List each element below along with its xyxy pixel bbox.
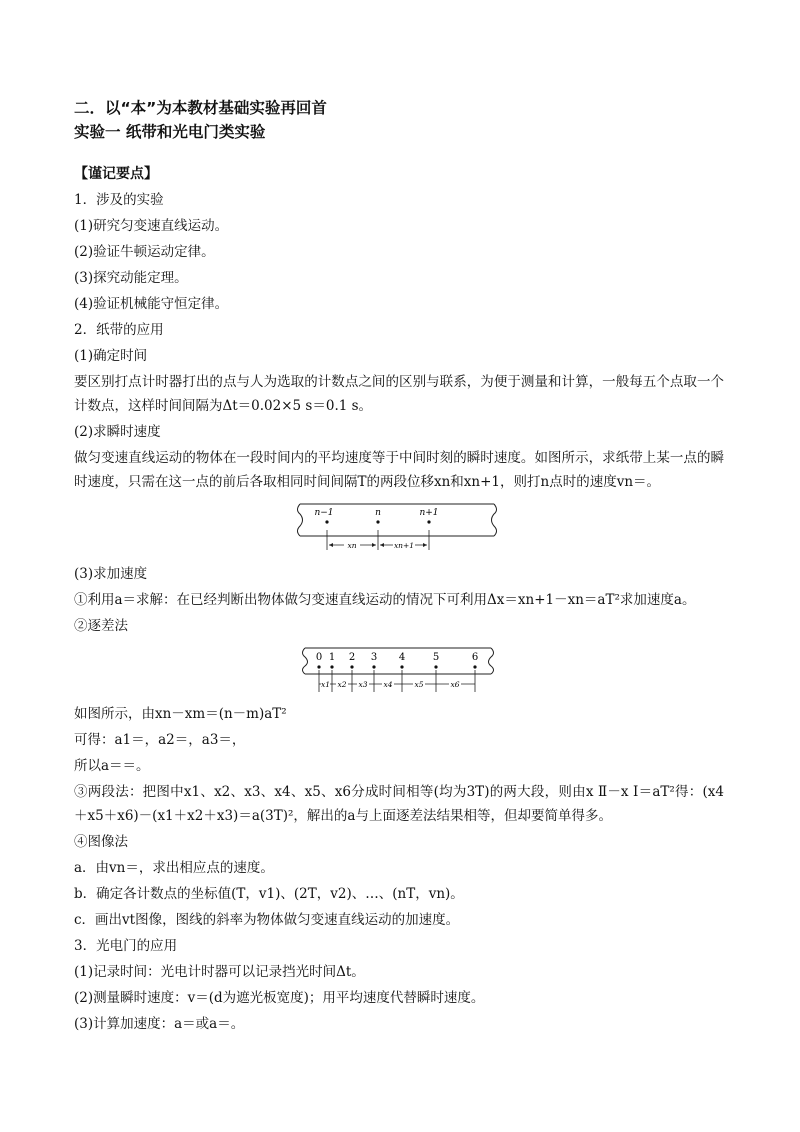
count-point bbox=[400, 665, 403, 668]
experiment-title: 实验一 纸带和光电门类实验 bbox=[74, 123, 266, 141]
point-label: 5 bbox=[432, 652, 440, 663]
count-point bbox=[372, 665, 375, 668]
method4-title: ④图像法 bbox=[74, 834, 128, 850]
count-point bbox=[325, 520, 328, 523]
count-point bbox=[317, 665, 320, 668]
part3-title: 3．光电门的应用 bbox=[74, 938, 178, 954]
method2-line: 如图所示，由xn－xm＝(n－m)aT² bbox=[74, 706, 287, 722]
sub2-title: (2)求瞬时速度 bbox=[74, 424, 161, 440]
sub3-title: (3)求加速度 bbox=[74, 566, 148, 582]
count-point bbox=[350, 665, 353, 668]
count-point bbox=[376, 520, 379, 523]
method2-title: ②逐差法 bbox=[74, 618, 128, 634]
point-label: 0 bbox=[315, 652, 323, 663]
point-label: n bbox=[375, 508, 381, 518]
part1-item: (4)验证机械能守恒定律。 bbox=[74, 296, 229, 312]
part3-item: (1)记录时间：光电计时器可以记录挡光时间Δt。 bbox=[74, 964, 365, 980]
sub1-text: 要区别打点计时器打出的点与人为选取的计数点之间的区别与联系，为便于测量和计算，一般每五个点取一个计数点，这样时间间隔为Δt＝0.02×5 s＝0.1 s。 bbox=[74, 374, 724, 414]
tape-figure-2 bbox=[299, 644, 499, 698]
part1-item: (3)探究动能定理。 bbox=[74, 270, 188, 286]
segment-label: x3 bbox=[358, 680, 368, 689]
part3-item: (3)计算加速度：a＝或a＝。 bbox=[74, 1016, 245, 1032]
section-title: 二．以“本”为本教材基础实验再回首 bbox=[74, 99, 327, 117]
count-point bbox=[473, 665, 476, 668]
segment-label: x4 bbox=[383, 680, 393, 689]
segment-label: xn bbox=[347, 541, 357, 550]
method4-step: a．由vn＝，求出相应点的速度。 bbox=[74, 860, 274, 876]
segment-label: x2 bbox=[337, 680, 347, 689]
key-points-label: 【谨记要点】 bbox=[74, 166, 158, 182]
method2-line: 所以a＝＝。 bbox=[74, 758, 150, 774]
segment-label: xn+1 bbox=[393, 541, 415, 550]
part1-item: (2)验证牛顿运动定律。 bbox=[74, 244, 215, 260]
point-label: 2 bbox=[348, 652, 356, 663]
method2-line: 可得：a1＝，a2＝，a3＝， bbox=[74, 732, 246, 748]
point-label: n−1 bbox=[314, 508, 334, 518]
point-label: 6 bbox=[471, 652, 479, 663]
document-page bbox=[74, 96, 724, 1036]
method4-step: c．画出vt图像，图线的斜率为物体做匀变速直线运动的加速度。 bbox=[74, 912, 460, 928]
count-point bbox=[434, 665, 437, 668]
point-label: n+1 bbox=[419, 508, 439, 518]
method1-text: ①利用a＝求解：在已经判断出物体做匀变速直线运动的情况下可利用Δx＝xn+1－xn＝aT²求加速度a。 bbox=[74, 592, 696, 608]
segment-label: x6 bbox=[450, 680, 460, 689]
segment-label: x1 bbox=[320, 680, 331, 689]
count-point bbox=[427, 520, 430, 523]
method4-step: b．确定各计数点的坐标值(T，v1)、(2T，v2)、…、(nT，vn)。 bbox=[74, 886, 464, 902]
part2-title: 2．纸带的应用 bbox=[74, 322, 164, 338]
segment-label: x5 bbox=[414, 680, 424, 689]
sub2-text: 做匀变速直线运动的物体在一段时间内的平均速度等于中间时刻的瞬时速度。如图所示，求纸带上某一点的瞬时速度，只需在这一点的前后各取相同时间间隔T的两段位移xn和xn+1，则打n点时的速度vn＝。 bbox=[74, 450, 724, 490]
point-label: 4 bbox=[398, 652, 406, 663]
part1-item: (1)研究匀变速直线运动。 bbox=[74, 218, 229, 234]
point-label: 3 bbox=[370, 652, 378, 663]
part1-title: 1．涉及的实验 bbox=[74, 192, 164, 208]
method3-text: ③两段法：把图中x1、x2、x3、x4、x5、x6分成时间相等(均为3T)的两大段，则由x Ⅱ－x Ⅰ＝aT²得：(x4＋x5＋x6)－(x1＋x2＋x3)＝a(3T)²，解出的a与上面逐差法结果相等，但却要简单得多。 bbox=[74, 784, 724, 824]
part3-item: (2)测量瞬时速度：v＝(d为遮光板宽度)；用平均速度代替瞬时速度。 bbox=[74, 990, 485, 1006]
count-point bbox=[330, 665, 333, 668]
sub1-title: (1)确定时间 bbox=[74, 348, 148, 364]
tape-figure-1 bbox=[294, 500, 504, 558]
point-label: 1 bbox=[328, 652, 336, 663]
